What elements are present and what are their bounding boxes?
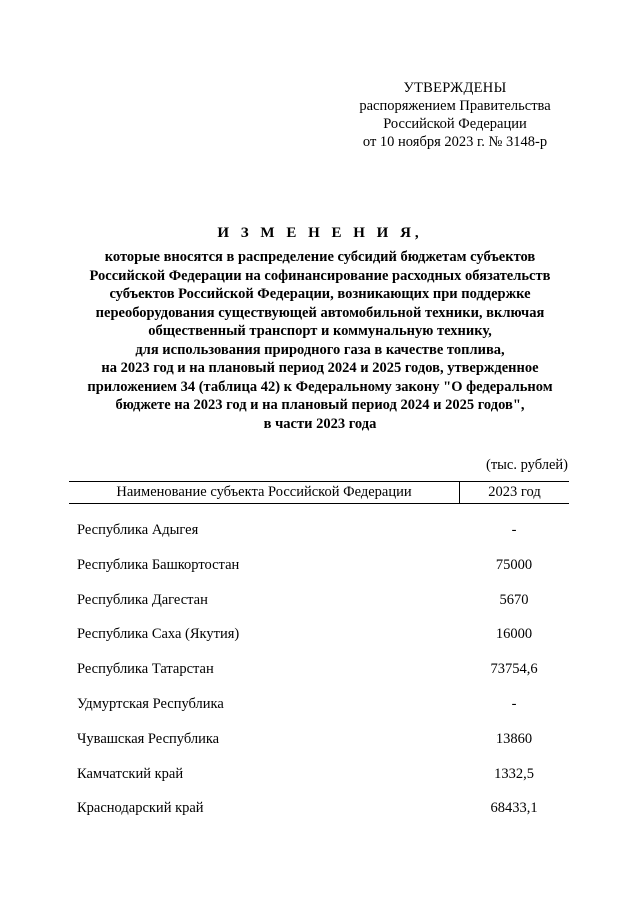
header-region-name: Наименование субъекта Российской Федерации: [116, 484, 412, 500]
header-year: 2023 год: [459, 482, 569, 503]
approval-line: от 10 ноября 2023 г. № 3148-р: [362, 134, 548, 150]
subheading-line: для использования природного газа в качестве топлива,: [135, 341, 505, 358]
region-value: 1332,5: [494, 765, 534, 782]
region-value: 5670: [499, 591, 529, 608]
region-name: Республика Саха (Якутия): [77, 626, 240, 643]
region-value: -: [511, 522, 517, 538]
units-label: (тыс. рублей): [486, 457, 568, 473]
subheading-line: субъектов Российской Федерации, возникающих при поддержке: [109, 286, 531, 302]
region-name: Республика Татарстан: [77, 661, 214, 678]
document-subheading: [55, 248, 585, 433]
approval-stamp: УТВЕРЖДЕНЫ: [403, 80, 507, 96]
subheading-line: бюджете на 2023 год и на плановый период 2024 и 2025 годов",: [115, 397, 525, 413]
table-row: [69, 626, 569, 661]
table-row: [69, 592, 569, 627]
region-value: 16000: [495, 626, 533, 643]
region-name: Чувашская Республика: [77, 730, 220, 747]
approval-line: распоряжением Правительства: [359, 98, 551, 114]
region-value: 68433,1: [490, 800, 538, 817]
approval-block: [330, 79, 580, 151]
table-row: [69, 696, 569, 731]
table-header: [69, 481, 569, 504]
approval-line: Российской Федерации: [383, 116, 527, 132]
region-name: Камчатский край: [77, 765, 184, 782]
document-heading: И З М Е Н Е Н И Я,: [217, 225, 423, 241]
table-row: [69, 522, 569, 557]
table-row: [69, 731, 569, 766]
subheading-line: приложением 34 (таблица 42) к Федеральному закону "О федеральном: [87, 378, 553, 395]
table-row: [69, 766, 569, 801]
region-name: Удмуртская Республика: [77, 695, 224, 712]
subheading-line: которые вносятся в распределение субсидий бюджетам субъектов: [104, 249, 536, 265]
subheading-line: переоборудования существующей автомобильной техники, включая: [95, 304, 545, 321]
table-row: [69, 800, 569, 835]
subheading-line: общественный транспорт и коммунальную технику,: [148, 323, 492, 339]
subheading-line: в части 2023 года: [263, 415, 377, 432]
table-body: [69, 522, 569, 835]
table-row: [69, 661, 569, 696]
region-value: 73754,6: [490, 661, 538, 678]
region-value: -: [511, 695, 517, 712]
region-value: 75000: [495, 556, 533, 573]
subsidy-table: [69, 481, 569, 835]
region-name: Республика Адыгея: [77, 522, 199, 538]
region-name: Республика Дагестан: [77, 591, 208, 608]
region-name: Краснодарский край: [77, 800, 204, 817]
subheading-line: Российской Федерации на софинансирование расходных обязательств: [89, 267, 551, 284]
subheading-line: на 2023 год и на плановый период 2024 и 2025 годов, утвержденное: [101, 360, 539, 376]
region-value: 13860: [495, 730, 533, 747]
region-name: Республика Башкортостан: [77, 556, 240, 573]
table-row: [69, 557, 569, 592]
